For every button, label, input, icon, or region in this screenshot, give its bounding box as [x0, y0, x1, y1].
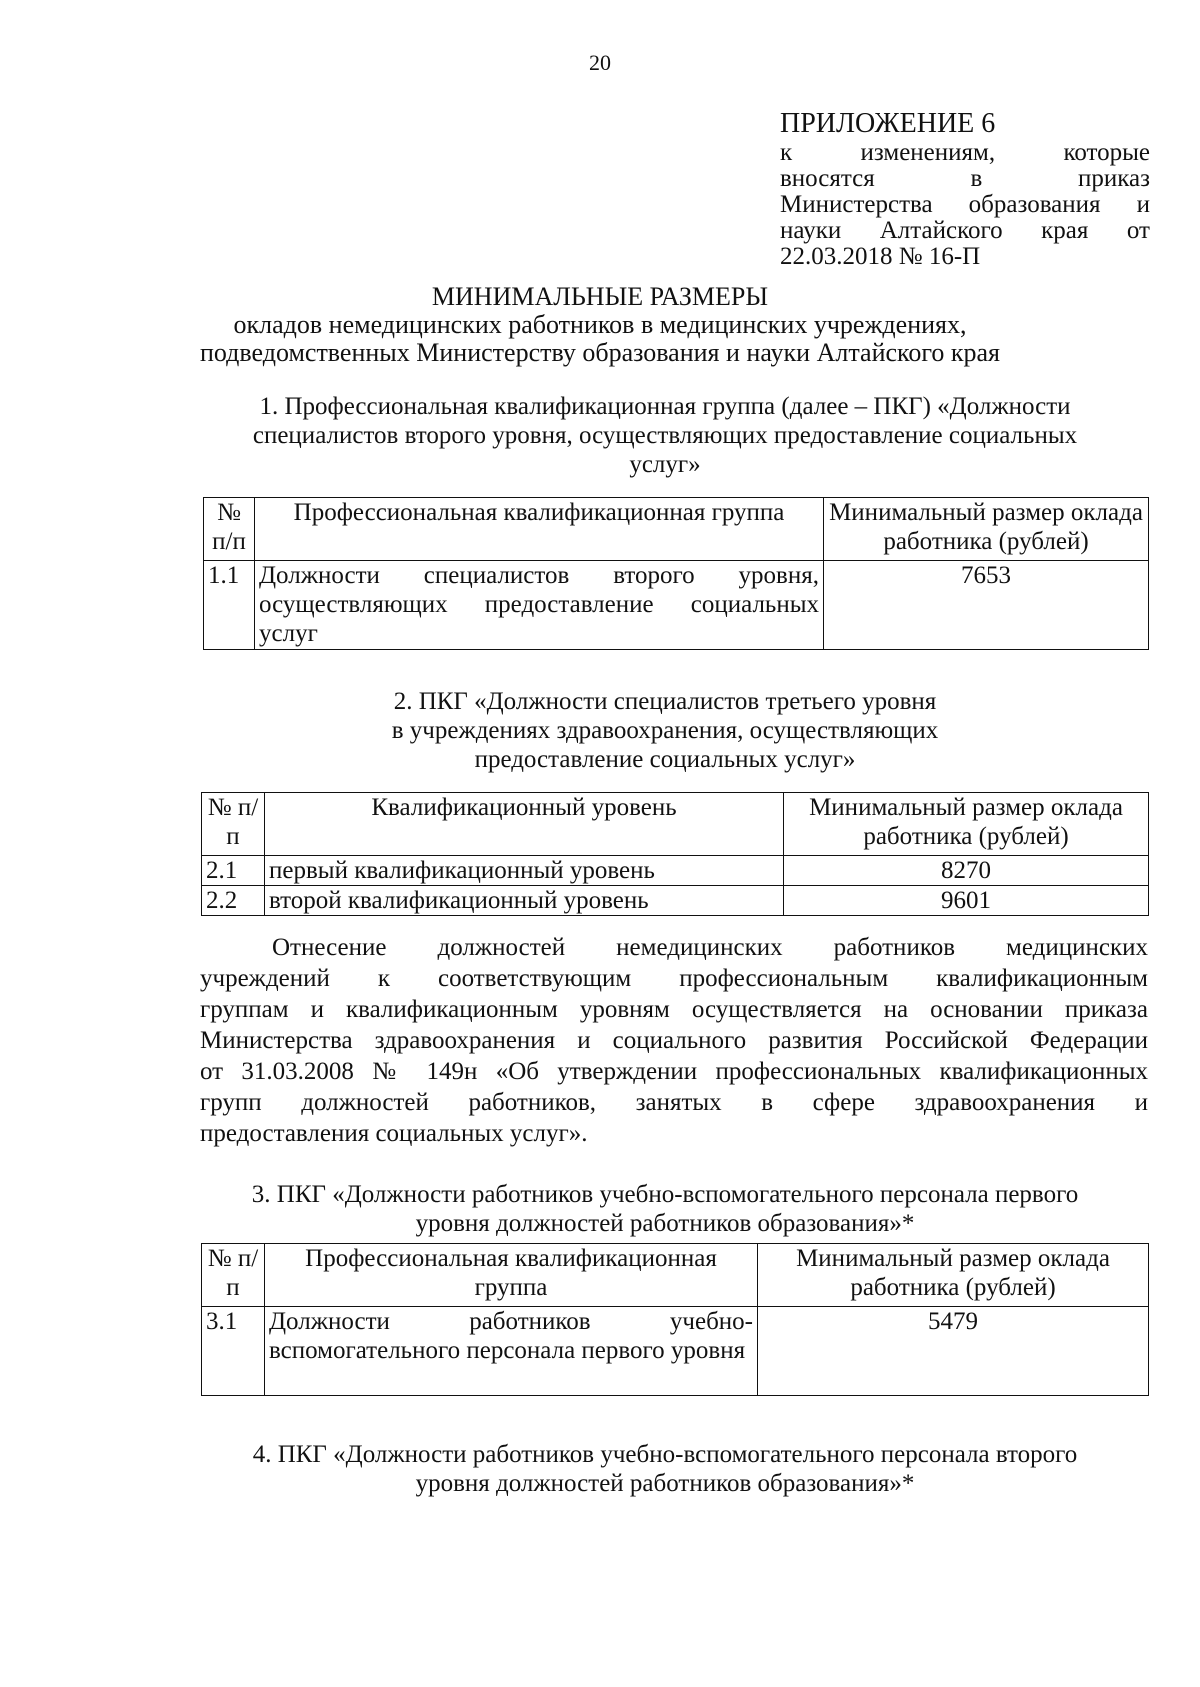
- appendix-line: Министерства образования и: [780, 191, 1150, 218]
- row-value: 7653: [824, 561, 1149, 650]
- section-3-heading: [200, 1180, 1130, 1238]
- header-cell-value: Минимальный размер оклада работника (рублей): [784, 793, 1149, 856]
- table-row: [202, 886, 1149, 916]
- appendix-line: вносятся в приказ: [780, 165, 1150, 192]
- heading-line: предоставление социальных услуг»: [474, 746, 856, 773]
- appendix-title: ПРИЛОЖЕНИЕ 6: [780, 108, 996, 139]
- table-header-row: [202, 793, 1149, 856]
- row-num: 1.1: [204, 561, 255, 650]
- table-header-row: [204, 498, 1149, 561]
- header-cell-level: Квалификационный уровень: [265, 793, 784, 856]
- section-1-heading: [200, 392, 1130, 479]
- appendix-line: к изменениям, которые: [780, 139, 1150, 166]
- note-paragraph: [200, 932, 1148, 1149]
- row-value: 9601: [784, 886, 1149, 916]
- header-cell-num: № п/п: [202, 793, 265, 856]
- paragraph-line: предоставления социальных услуг».: [200, 1120, 588, 1147]
- section-3-table: [201, 1243, 1149, 1396]
- row-num: 3.1: [202, 1307, 265, 1396]
- header-cell-num: № п/п: [204, 498, 255, 561]
- appendix-block: [780, 108, 1150, 270]
- section-2-table: [201, 792, 1149, 916]
- row-name: первый квалификационный уровень: [265, 856, 784, 886]
- header-cell-value: Минимальный размер оклада работника (рублей): [824, 498, 1149, 561]
- paragraph-line: Министерства здравоохранения и социального развития Российской Федерации: [200, 1027, 1148, 1054]
- paragraph-line: групп должностей работников, занятых в сфере здравоохранения и: [200, 1089, 1148, 1116]
- page-number: 20: [589, 50, 611, 75]
- row-num: 2.1: [202, 856, 265, 886]
- heading-line: 1. Профессиональная квалификационная группа (далее – ПКГ) «Должности: [259, 393, 1071, 420]
- main-title-line: МИНИМАЛЬНЫЕ РАЗМЕРЫ: [431, 282, 769, 311]
- main-title-line: подведомственных Министерству образования и науки Алтайского края: [200, 338, 1000, 367]
- appendix-line: науки Алтайского края от: [780, 217, 1150, 244]
- table-row: [204, 561, 1149, 650]
- table-row: [202, 1307, 1149, 1396]
- heading-line: в учреждениях здравоохранения, осуществляющих: [391, 717, 939, 744]
- row-value: 8270: [784, 856, 1149, 886]
- section-2-heading: [200, 687, 1130, 774]
- header-cell-num: № п/п: [202, 1244, 265, 1307]
- heading-line: специалистов второго уровня, осуществляющих предоставление социальных: [252, 422, 1078, 449]
- heading-line: 2. ПКГ «Должности специалистов третьего уровня: [393, 688, 937, 715]
- table-row: [202, 856, 1149, 886]
- heading-line: уровня должностей работников образования»*: [415, 1210, 915, 1237]
- paragraph-line: группам и квалификационным уровням осуществляется на основании приказа: [200, 996, 1148, 1023]
- row-value: 5479: [758, 1307, 1149, 1396]
- main-title: [0, 283, 1200, 367]
- heading-line: 3. ПКГ «Должности работников учебно-вспомогательного персонала первого: [251, 1181, 1079, 1208]
- section-1-table: [203, 497, 1149, 650]
- row-name: Должности специалистов второго уровня, осуществляющих предоставление социальных услуг: [255, 561, 824, 650]
- paragraph-line: Отнесение должностей немедицинских работников медицинских: [272, 934, 1148, 961]
- row-name: второй квалификационный уровень: [265, 886, 784, 916]
- header-cell-value: Минимальный размер оклада работника (рублей): [758, 1244, 1149, 1307]
- main-title-line: окладов немедицинских работников в медицинских учреждениях,: [233, 310, 967, 339]
- row-name: Должности работников учебно-вспомогательного персонала первого уровня: [265, 1307, 758, 1396]
- appendix-line: 22.03.2018 № 16-П: [780, 243, 981, 270]
- table-header-row: [202, 1244, 1149, 1307]
- heading-line: уровня должностей работников образования»*: [415, 1470, 915, 1497]
- heading-line: 4. ПКГ «Должности работников учебно-вспомогательного персонала второго: [252, 1441, 1078, 1468]
- header-cell-group: Профессиональная квалификационная группа: [255, 498, 824, 561]
- heading-line: услуг»: [629, 451, 701, 478]
- header-cell-group: Профессиональная квалификационная группа: [265, 1244, 758, 1307]
- section-4-heading: [200, 1440, 1130, 1498]
- paragraph-line: от 31.03.2008 № 149н «Об утверждении профессиональных квалификационных: [200, 1058, 1148, 1085]
- row-num: 2.2: [202, 886, 265, 916]
- paragraph-line: учреждений к соответствующим профессиональным квалификационным: [200, 965, 1148, 992]
